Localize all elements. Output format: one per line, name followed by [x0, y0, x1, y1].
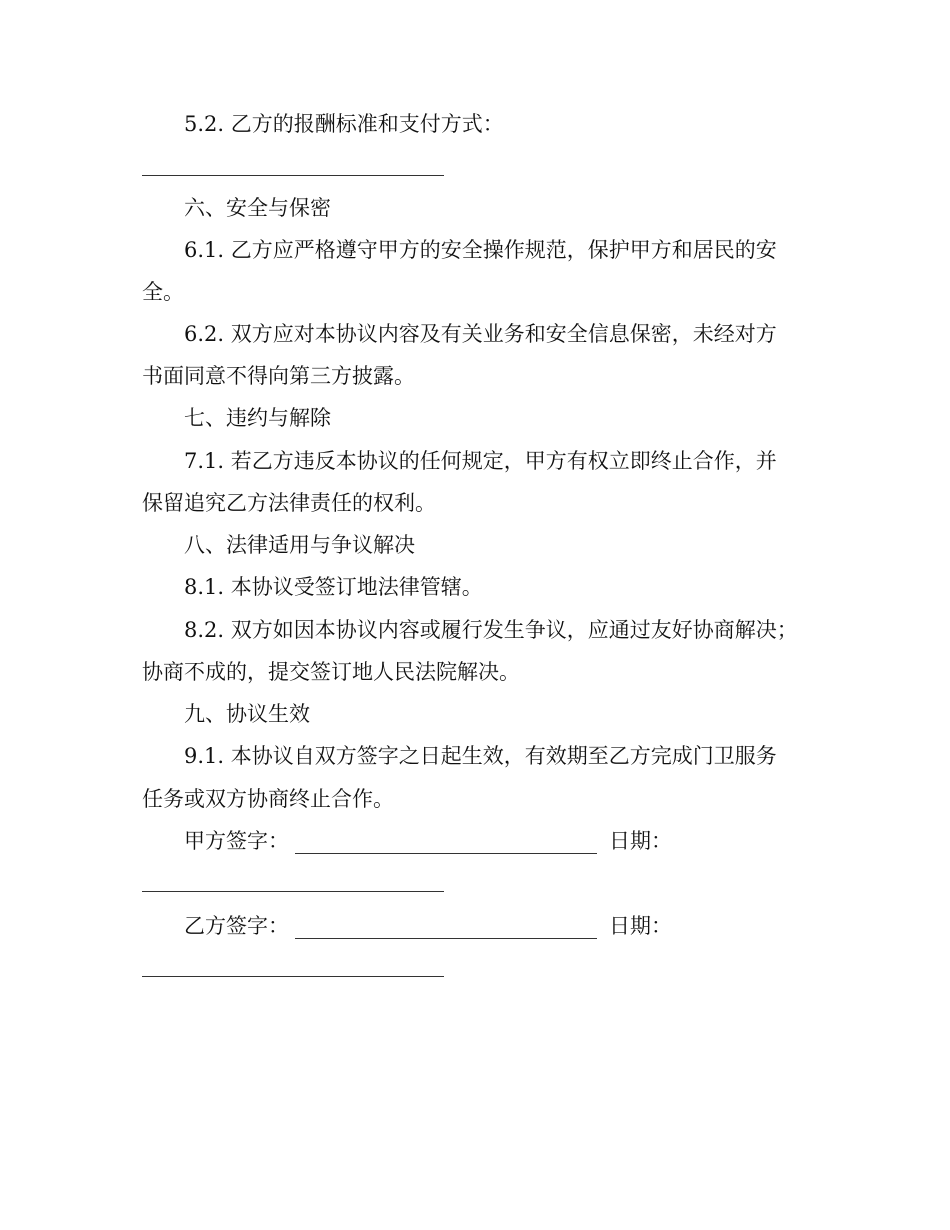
clause-9-1-line-1: 9.1. 本协议自双方签字之日起生效，有效期至乙方完成门卫服务 — [184, 744, 777, 768]
party-a-signature-row — [184, 828, 874, 854]
party-a-sign-label: 甲方签字： — [184, 829, 289, 853]
clause-6-1-line-1: 6.1. 乙方应严格遵守甲方的安全操作规范，保护甲方和居民的安 — [184, 238, 777, 262]
party-b-signature-line[interactable] — [295, 938, 597, 939]
section-heading-7: 七、违约与解除 — [184, 406, 331, 430]
clause-9-1-line-2: 任务或双方协商终止合作。 — [142, 787, 394, 811]
clause-6-1-line-2: 全。 — [142, 280, 184, 304]
party-b-date-line[interactable] — [142, 976, 444, 977]
section-heading-9: 九、协议生效 — [184, 702, 310, 726]
clause-7-1-line-2: 保留追究乙方法律责任的权利。 — [142, 491, 436, 515]
section-heading-6: 六、安全与保密 — [184, 196, 331, 220]
clause-8-2-line-2: 协商不成的，提交签订地人民法院解决。 — [142, 660, 520, 684]
party-a-signature-line[interactable] — [295, 853, 597, 854]
clause-8-2-line-1: 8.2. 双方如因本协议内容或履行发生争议，应通过友好协商解决； — [184, 618, 798, 642]
clause-8-1: 8.1. 本协议受签订地法律管辖。 — [184, 575, 483, 599]
clause-5-2: 5.2. 乙方的报酬标准和支付方式： — [184, 112, 504, 136]
fill-in-line — [142, 175, 444, 176]
party-b-date-label: 日期： — [609, 914, 672, 938]
party-a-date-line[interactable] — [142, 891, 444, 892]
party-b-signature-row — [184, 913, 874, 939]
clause-7-1-line-1: 7.1. 若乙方违反本协议的任何规定，甲方有权立即终止合作，并 — [184, 449, 777, 473]
party-b-sign-label: 乙方签字： — [184, 914, 289, 938]
section-heading-8: 八、法律适用与争议解决 — [184, 533, 415, 557]
clause-6-2-line-1: 6.2. 双方应对本协议内容及有关业务和安全信息保密，未经对方 — [184, 322, 777, 346]
party-a-date-label: 日期： — [609, 829, 672, 853]
clause-6-2-line-2: 书面同意不得向第三方披露。 — [142, 364, 415, 388]
